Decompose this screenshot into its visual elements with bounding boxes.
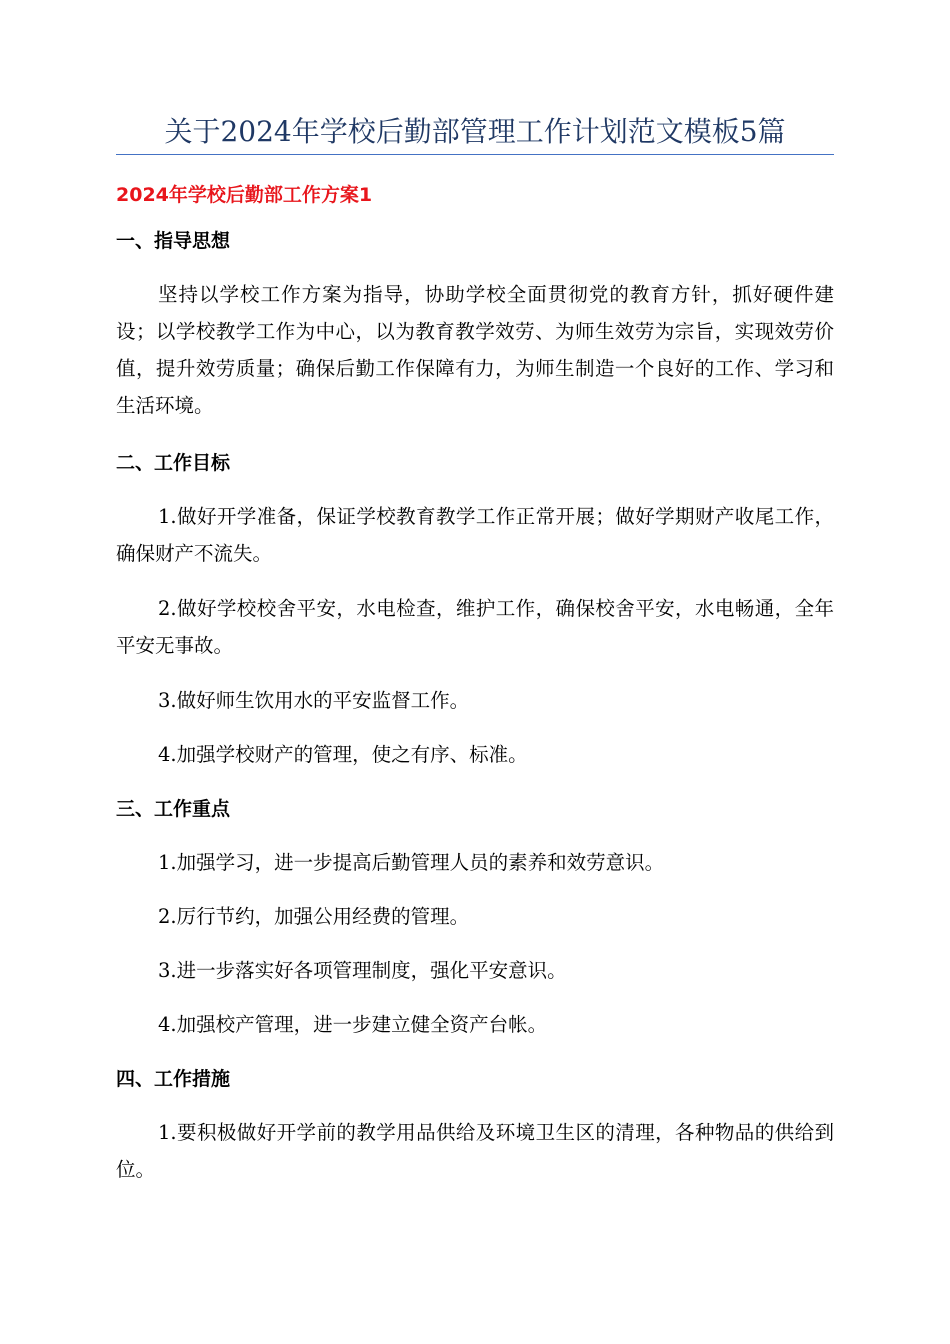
paragraph-goal-2: 2.做好学校校舍平安，水电检查，维护工作，确保校舍平安，水电畅通，全年平安无事故。 — [116, 597, 834, 657]
paragraph-focus-1: 1.加强学习，进一步提高后勤管理人员的素养和效劳意识。 — [158, 851, 665, 874]
paragraph-goal-1: 1.做好开学准备，保证学校教育教学工作正常开展；做好学期财产收尾工作，确保财产不流失。 — [116, 505, 834, 565]
paragraph-guiding-ideology: 坚持以学校工作方案为指导，协助学校全面贯彻党的教育方针，抓好硬件建设；以学校教学工作为中心，以为教育教学效劳、为师生效劳为宗旨，实现效劳价值，提升效劳质量；确保后勤工作保障有力，为师生制造一个良好的工作、学习和生活环境。 — [116, 283, 834, 417]
heading-work-focus: 三、工作重点 — [116, 798, 231, 820]
paragraph-goal-4: 4.加强学校财产的管理，使之有序、标准。 — [158, 743, 528, 766]
heading-work-measures: 四、工作措施 — [116, 1068, 231, 1090]
heading-work-goals: 二、工作目标 — [116, 452, 231, 474]
paragraph-focus-4: 4.加强校产管理，进一步建立健全资产台帐。 — [158, 1013, 548, 1036]
section-title: 2024年学校后勤部工作方案1 — [116, 184, 373, 206]
paragraph-focus-3: 3.进一步落实好各项管理制度，强化平安意识。 — [158, 959, 567, 982]
title-underline — [116, 154, 834, 155]
paragraph-focus-2: 2.厉行节约，加强公用经费的管理。 — [158, 905, 470, 928]
paragraph-goal-3: 3.做好师生饮用水的平安监督工作。 — [158, 689, 470, 712]
document-title: 关于2024年学校后勤部管理工作计划范文模板5篇 — [164, 115, 786, 148]
paragraph-measure-1: 1.要积极做好开学前的教学用品供给及环境卫生区的清理，各种物品的供给到位。 — [116, 1121, 834, 1181]
heading-guiding-ideology: 一、指导思想 — [116, 230, 231, 252]
